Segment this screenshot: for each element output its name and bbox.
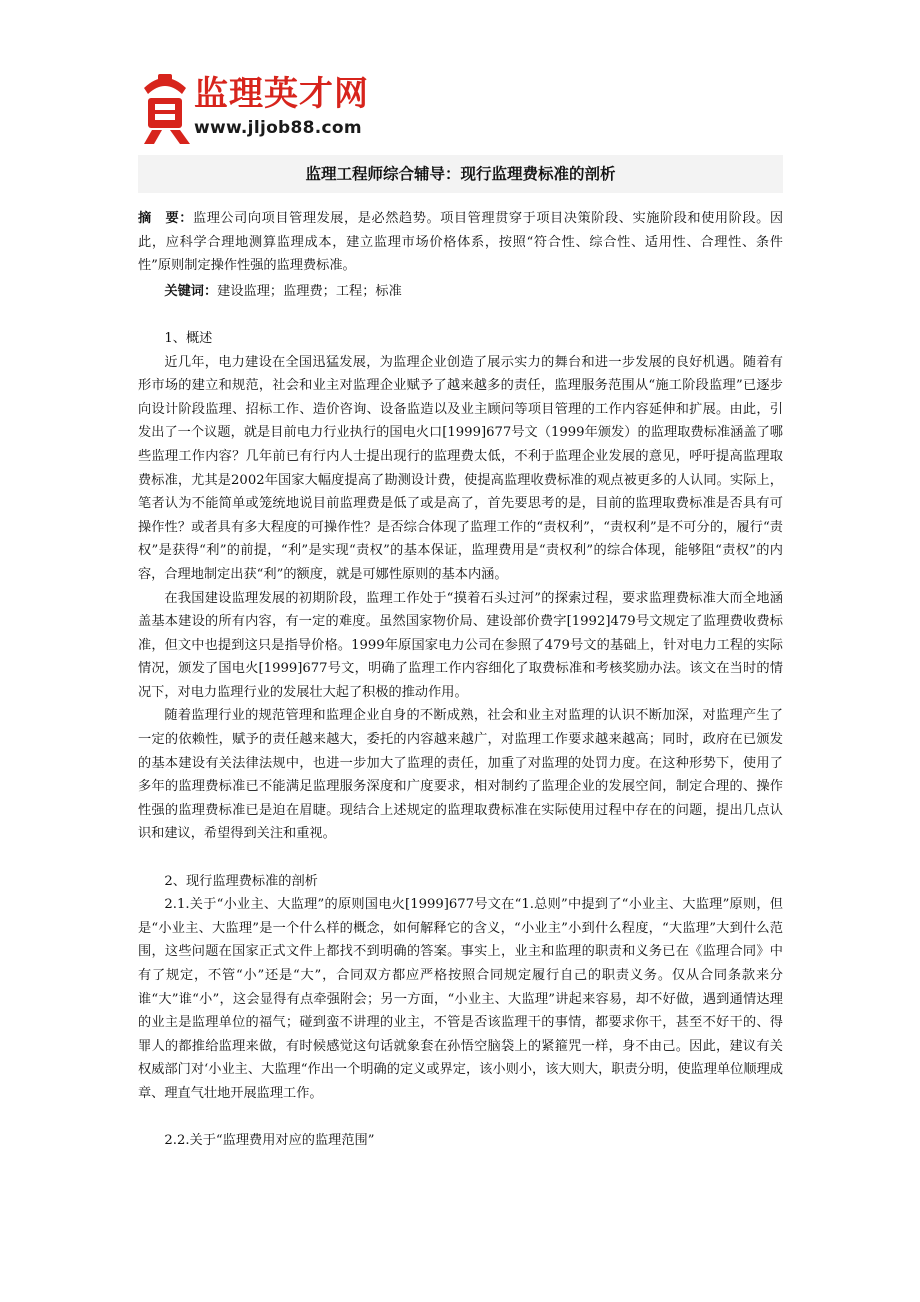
paragraph: 在我国建设监理发展的初期阶段，监理工作处于“摸着石头过河”的探索过程，要求监理费标准大而全地涵盖基本建设的所有内容，有一定的难度。虽然国家物价局、建设部价费字[1992]479号文规定了监理费收费标准，但文中也提到这只是指导价格。1999年原国家电力公司在参照了479号文的基础上，针对电力工程的实际情况，颁发了国电火[1999]677号文，明确了监理工作内容细化了取费标准和考核奖励办法。该文在当时的情况下，对电力监理行业的发展壮大起了积极的推动作用。 — [138, 590, 783, 700]
keywords — [138, 280, 783, 304]
keywords-text: 建设监理；监理费；工程；标准 — [217, 283, 402, 299]
logo-brand-text — [194, 74, 369, 114]
paragraph: 2.1.关于“小业主、大监理”的原则国电火[1999]677号文在“1.总则”中提到了“小业主、大监理”原则，但是“小业主、大监理”是一个什么样的概念，如何解释它的含义，“小业主”小到什么程度，“大监理”大到什么范围，这些问题在国家正式文件上都找不到明确的答案。事实上，业主和监理的职责和义务已在《监理合同》中有了规定，不管“小”还是“大”，合同双方都应严格按照合同规定履行自己的职责义务。仅从合同条款来分谁“大”谁“小”，这会显得有点牵强附会；另一方面，“小业主、大监理”讲起来容易，却不好做，遇到通情达理的业主是监理单位的福气；碰到蛮不讲理的业主，不管是否该监理干的事情，都要求你干，甚至不好干的、得罪人的都推给监理来做，有时候感觉这句话就象套在孙悟空脑袋上的紧箍咒一样，身不由己。因此，建议有关权威部门对‘小业主、大监理“作出一个明确的定义或界定，该小则小，该大则大，职责分明，使监理单位顺理成章、理直气壮地开展监理工作。 — [138, 897, 783, 1101]
abstract-text: 监理公司向项目管理发展，是必然趋势。项目管理贯穿于项目决策阶段、实施阶段和使用阶段。因此，应科学合理地测算监理成本，建立监理市场价格体系，按照“符合性、综合性、适用性、合理性、条件性”原则制定操作性强的监理费标准。 — [138, 211, 784, 274]
section-heading: 1、概述 — [164, 330, 213, 346]
abstract — [138, 207, 783, 278]
page-title: 监理工程师综合辅导：现行监理费标准的剖析 — [305, 165, 616, 183]
article-body — [138, 207, 783, 1153]
logo-mark-icon — [138, 70, 192, 146]
logo-brand-label: 监理英才网 — [194, 74, 369, 114]
section-heading: 2.2.关于“监理费用对应的监理范围” — [164, 1133, 375, 1149]
abstract-label: 摘 要： — [138, 211, 193, 226]
paragraph: 近几年，电力建设在全国迅猛发展，为监理企业创造了展示实力的舞台和进一步发展的良好机遇。随着有形市场的建立和规范，社会和业主对监理企业赋予了越来越多的责任，监理服务范围从“施工阶段监理”已逐步向设计阶段监理、招标工作、造价咨询、设备监造以及业主顾问等项目管理的工作内容延伸和扩展。由此，引发出了一个议题，就是目前电力行业执行的国电火口[1999]677号文（1999年颁发）的监理取费标准涵盖了哪些监理工作内容？几年前已有行内人士提出现行的监理费太低，不利于监理企业发展的意见，呼吁提高监理取费标准，尤其是2002年国家大幅度提高了勘测设计费，使提高监理收费标准的观点被更多的人认同。实际上，笔者认为不能简单或笼统地说目前监理费是低了或是高了，首先要思考的是，目前的监理取费标准是否具有可操作性？或者具有多大程度的可操作性？是否综合体现了监理工作的“责权利”，“责权利”是不可分的，履行“责权”是获得“利”的前提，“利”是实现“责权”的基本保证，监理费用是“责权利”的综合体现，能够阻“责权”的内容，合理地制定出获“利”的额度，就是可娜性原则的基本内涵。 — [138, 354, 783, 582]
keywords-label: 关键词： — [164, 283, 218, 299]
section-heading: 2、现行监理费标准的剖析 — [164, 873, 318, 889]
logo-url: www.jljob88.com — [194, 118, 362, 138]
site-logo — [138, 70, 398, 152]
paragraph: 随着监理行业的规范管理和监理企业自身的不断成熟，社会和业主对监理的认识不断加深，对监理产生了一定的依赖性，赋予的责任越来越大，委托的内容越来越广，对监理工作要求越来越高；同时，政府在已颁发的基本建设有关法律法规中，也进一步加大了监理的责任，加重了对监理的处罚力度。在这种形势下，使用了多年的监理费标准已不能满足监理服务深度和广度要求，相对制约了监理企业的发展空间，制定合理的、操作性强的监理费标准已是迫在眉睫。现结合上述规定的监理取费标准在实际使用过程中存在的问题，提出几点认识和建议，希望得到关注和重视。 — [138, 708, 783, 842]
